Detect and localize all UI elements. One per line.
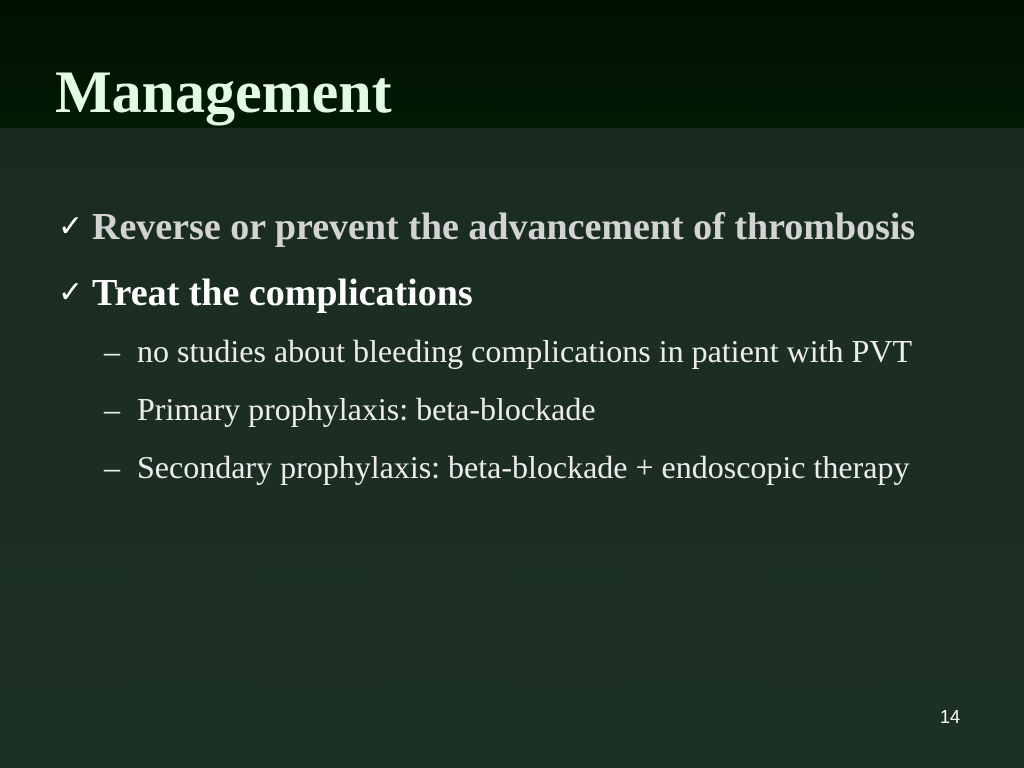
dash-marker: – bbox=[104, 333, 120, 369]
sub-bullet-text: no studies about bleeding complications in patient with PVT bbox=[137, 333, 912, 369]
sub-bullet-item bbox=[104, 328, 944, 374]
sub-bullet-item bbox=[104, 386, 944, 432]
page-number: 14 bbox=[939, 707, 961, 727]
dash-marker: – bbox=[104, 391, 120, 427]
sub-bullet-item bbox=[104, 444, 944, 490]
sub-bullet-list bbox=[104, 328, 944, 490]
bullet-reverse-thrombosis bbox=[58, 200, 978, 254]
bullet-text: Reverse or prevent the advancement of thrombosis bbox=[92, 206, 916, 248]
slide-title: Management bbox=[55, 59, 392, 125]
sub-bullet-text: Secondary prophylaxis: beta-blockade + endoscopic therapy bbox=[137, 449, 910, 485]
sub-bullet-text: Primary prophylaxis: beta-blockade bbox=[137, 391, 596, 427]
dash-marker: – bbox=[104, 449, 120, 485]
slide-content bbox=[58, 200, 978, 502]
bullet-text: Treat the complications bbox=[92, 272, 473, 314]
checkmark-icon: ✓ bbox=[58, 275, 84, 310]
bullet-treat-complications bbox=[58, 266, 978, 320]
checkmark-icon: ✓ bbox=[58, 209, 84, 244]
